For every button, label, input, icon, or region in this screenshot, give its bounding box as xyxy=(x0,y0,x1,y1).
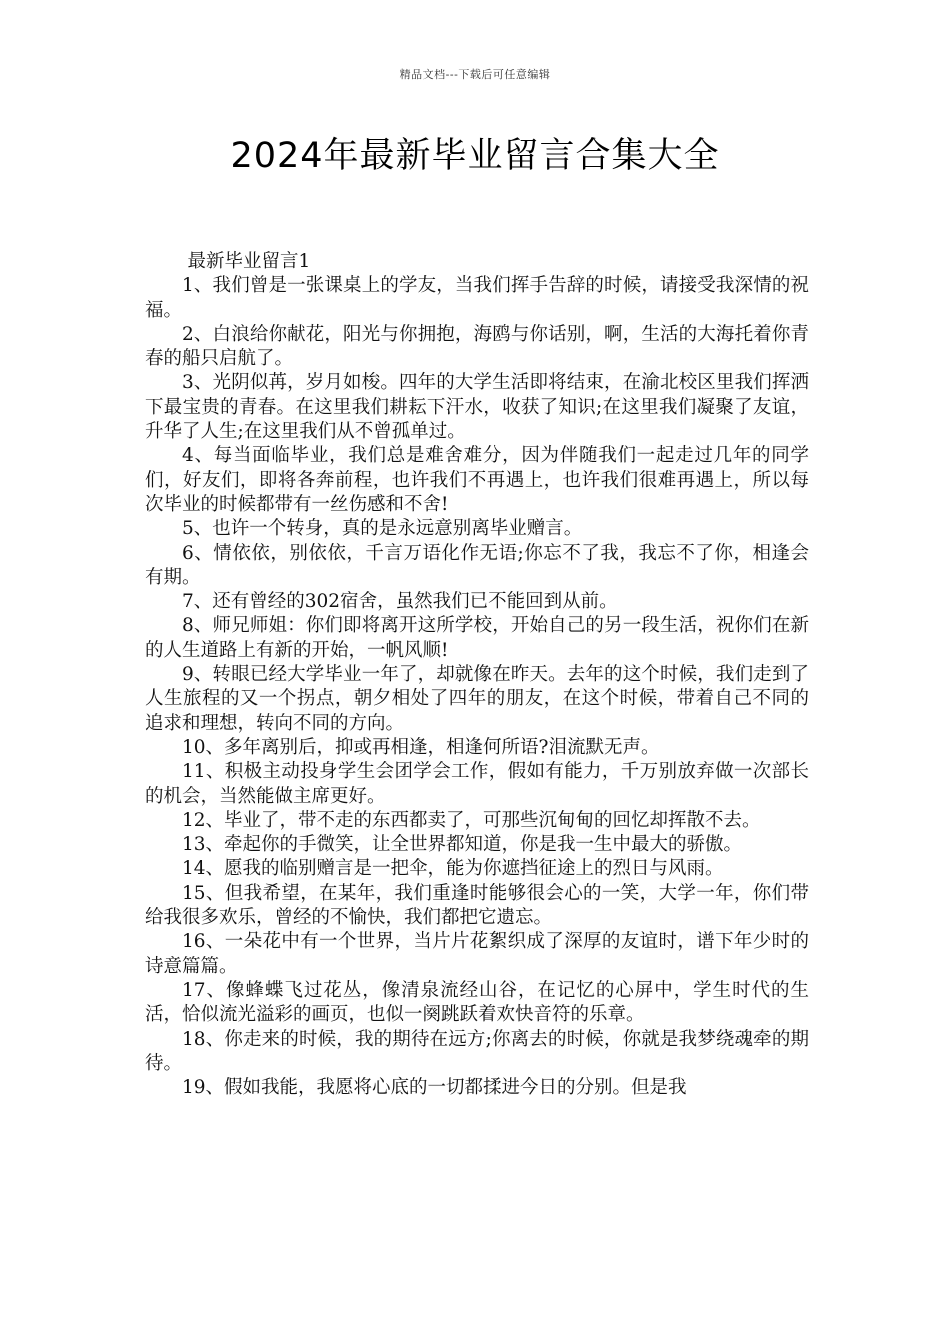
document-title: 2024年最新毕业留言合集大全 xyxy=(230,136,720,176)
header-note: 精品文档---下载后可任意编辑 xyxy=(399,68,551,81)
paragraph-15: 15、但我希望，在某年，我们重逢时能够很会心的一笑，大学一年，你们带给我很多欢乐，曾经的不愉快，我们都把它遗忘。 xyxy=(145,882,809,929)
paragraph-5: 5、也许一个转身，真的是永远意别离毕业赠言。 xyxy=(182,518,583,540)
paragraph-19: 19、假如我能，我愿将心底的一切都揉进今日的分别。但是我 xyxy=(182,1077,687,1099)
paragraph-12: 12、毕业了，带不走的东西都卖了，可那些沉甸甸的回忆却挥散不去。 xyxy=(182,809,761,831)
paragraph-13: 13、牵起你的手微笑，让全世界都知道，你是我一生中最大的骄傲。 xyxy=(182,834,743,856)
paragraph-11: 11、积极主动投身学生会团学会工作，假如有能力，千万别放弃做一次部长的机会，当然能做主席更好。 xyxy=(145,761,809,807)
paragraph-7: 7、还有曾经的302宿舍，虽然我们已不能回到从前。 xyxy=(182,591,618,613)
paragraph-1: 1、我们曾是一张课桌上的学友，当我们挥手告辞的时候，请接受我深情的祝福。 xyxy=(145,275,809,321)
document-body xyxy=(145,250,809,1100)
paragraph-14: 14、愿我的临别赠言是一把伞，能为你遮挡征途上的烈日与风雨。 xyxy=(182,858,724,880)
paragraph-16: 16、一朵花中有一个世界，当片片花絮织成了深厚的友谊时，谱下年少时的诗意篇篇。 xyxy=(145,931,809,977)
paragraph-3: 3、光阴似苒，岁月如梭。四年的大学生活即将结束，在渝北校区里我们挥洒下最宝贵的青春。在这里我们耕耘下汗水，收获了知识;在这里我们凝聚了友谊，升华了人生;在这里我们从不曾孤单过。 xyxy=(145,372,809,443)
paragraph-10: 10、多年离别后，抑或再相逢，相逢何所语?泪流默无声。 xyxy=(182,736,660,758)
paragraph-4: 4、每当面临毕业，我们总是难舍难分，因为伴随我们一起走过几年的同学们，好友们，即将各奔前程，也许我们不再遇上，也许我们很难再遇上，所以每次毕业的时候都带有一丝伤感和不舍! xyxy=(145,445,809,515)
paragraph-6: 6、情依依，别依依，千言万语化作无语;你忘不了我，我忘不了你，相逢会有期。 xyxy=(145,542,809,588)
paragraph-2: 2、白浪给你献花，阳光与你拥抱，海鸥与你话别，啊，生活的大海托着你青春的船只启航了。 xyxy=(145,323,809,370)
paragraph-9: 9、转眼已经大学毕业一年了，却就像在昨天。去年的这个时候，我们走到了人生旅程的又一个拐点，朝夕相处了四年的朋友，在这个时候，带着自己不同的追求和理想，转向不同的方向。 xyxy=(145,664,809,734)
section-heading: 最新毕业留言1 xyxy=(187,251,311,272)
paragraph-17: 17、像蜂蝶飞过花丛，像清泉流经山谷，在记忆的心屏中，学生时代的生活，恰似流光溢彩的画页，也似一阕跳跃着欢快音符的乐章。 xyxy=(145,979,809,1026)
paragraph-8: 8、师兄师姐：你们即将离开这所学校，开始自己的另一段生活，祝你们在新的人生道路上有新的开始，一帆风顺! xyxy=(145,615,809,661)
paragraph-18: 18、你走来的时候，我的期待在远方;你离去的时候，你就是我梦绕魂牵的期待。 xyxy=(145,1028,809,1074)
